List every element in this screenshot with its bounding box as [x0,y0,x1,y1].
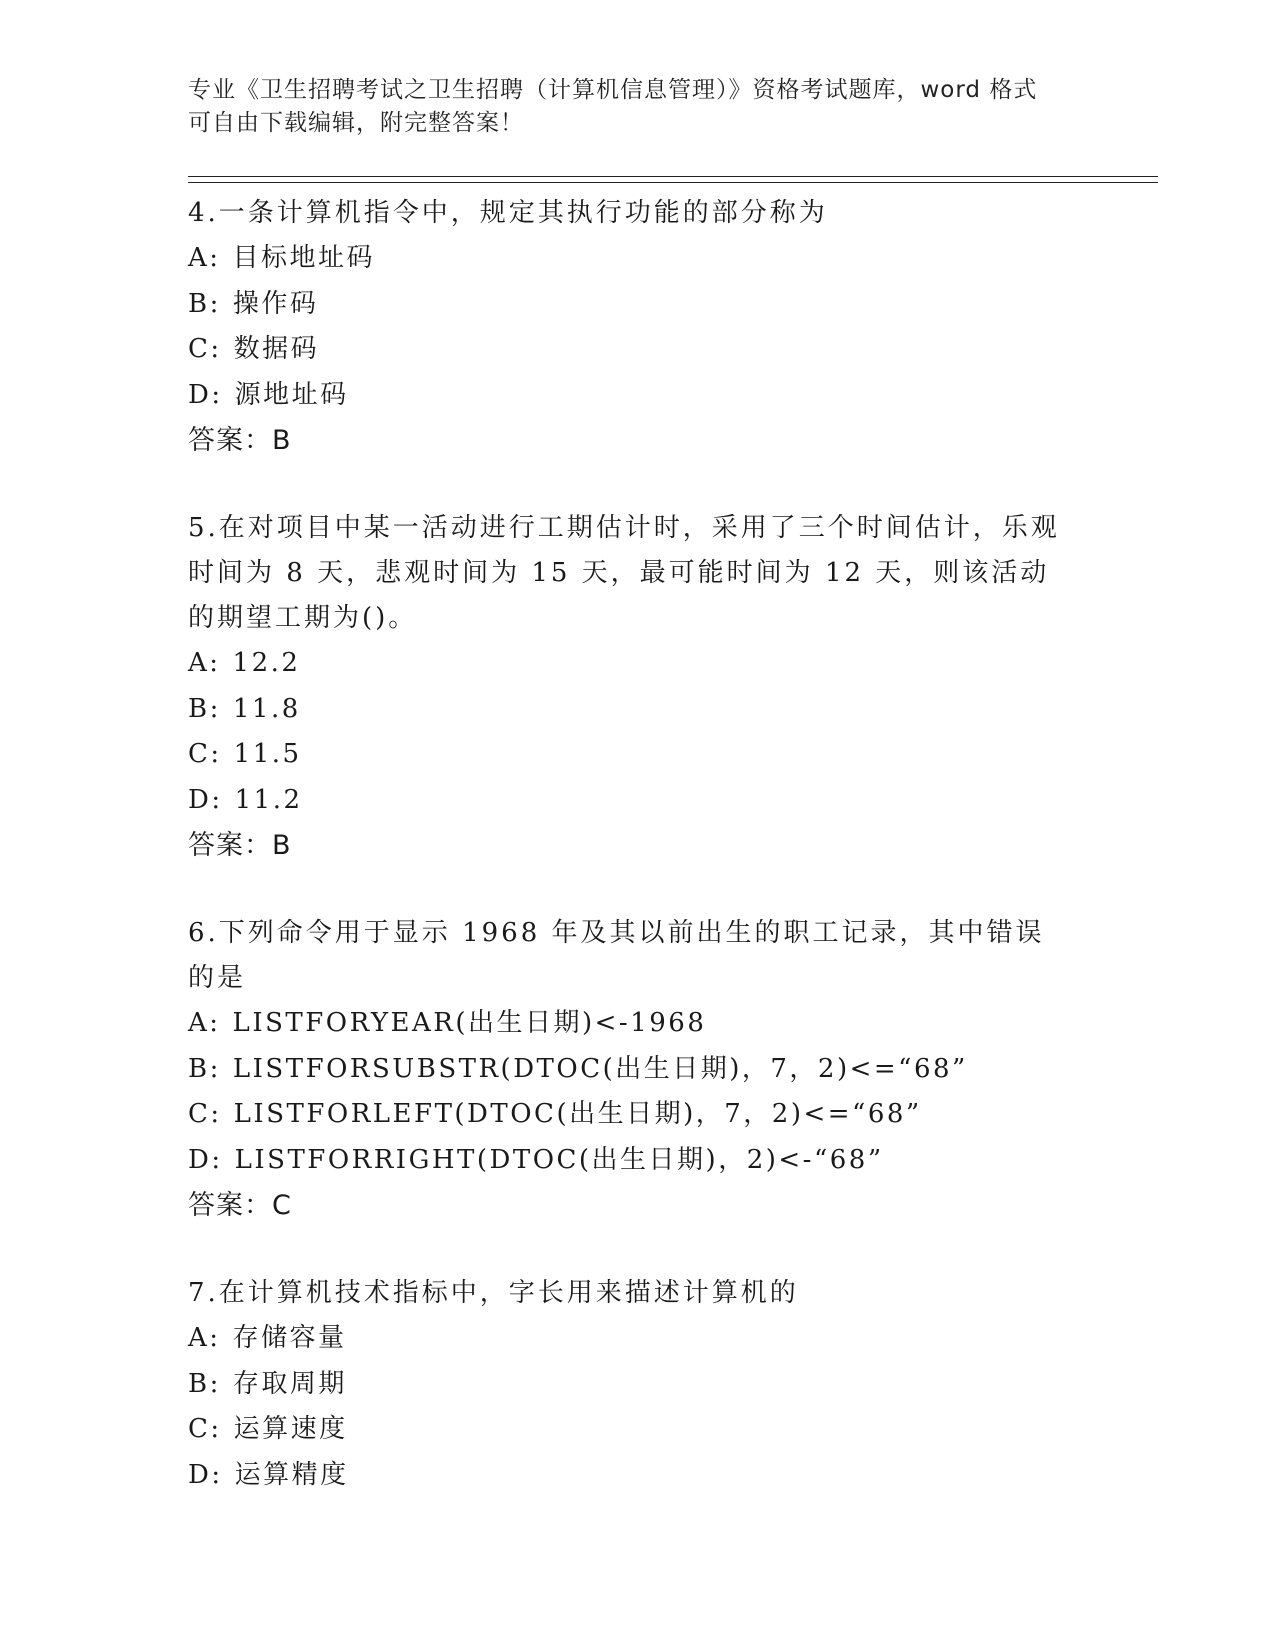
option-d [188,373,1088,419]
option-b [188,1047,1088,1093]
option-text: 操作码 [232,288,319,319]
option-key: D: [188,784,223,815]
option-text: LISTFORYEAR(出生日期)<-1968 [232,1008,707,1038]
option-key: A: [188,243,221,273]
option-text: 11.5 [233,739,302,769]
header-line-2: 可自由下载编辑，附完整答案！ [188,110,524,136]
option-key: D: [188,1144,223,1175]
question-text: 5.在对项目中某一活动进行工期估计时，采用了三个时间估计，乐观时间为 8 天，悲观时间为 15 天，最可能时间为 12 天，则该活动的期望工期为()。 [188,513,1060,633]
option-text: LISTFORRIGHT(DTOC(出生日期)，2)<-“68” [234,1144,884,1175]
option-key: C: [188,334,222,364]
option-text: 存取周期 [232,1368,347,1399]
option-b [188,1362,1088,1408]
option-text: 运算精度 [234,1459,349,1490]
option-key: B: [188,1368,221,1399]
option-key: A: [188,1323,221,1353]
option-text: 目标地址码 [232,243,376,273]
option-d [188,1453,1088,1499]
answer-label: 答案：B [188,830,292,861]
question-list [188,191,1088,1540]
option-a [188,1316,1088,1362]
option-c [188,1407,1088,1453]
option-key: C: [188,1414,222,1444]
option-a [188,641,1088,687]
option-text: 存储容量 [232,1323,347,1353]
option-a [188,1001,1088,1047]
option-text: 源地址码 [234,379,349,410]
option-text: 运算速度 [233,1414,348,1444]
header-line-1: 专业《卫生招聘考试之卫生招聘（计算机信息管理）》资格考试题库，word 格式 [188,77,1038,103]
header-divider-bottom [188,182,1158,183]
option-b [188,282,1088,328]
option-key: B: [188,288,221,319]
option-a [188,236,1088,282]
option-d [188,778,1088,824]
document-header [188,74,1088,140]
question-6 [188,911,1088,1229]
option-text: 11.2 [234,784,303,815]
option-key: C: [188,1099,222,1129]
option-text: 12.2 [232,648,301,678]
option-c [188,732,1088,778]
question-text: 7.在计算机技术指标中，字长用来描述计算机的 [188,1278,799,1308]
option-key: A: [188,648,221,678]
option-key: D: [188,1459,223,1490]
option-text: LISTFORSUBSTR(DTOC(出生日期)，7，2)<=“68” [232,1053,968,1084]
option-text: 数据码 [233,334,320,364]
answer-label: 答案：B [188,425,292,456]
question-text: 6.下列命令用于显示 1968 年及其以前出生的职工记录，其中错误的是 [188,918,1045,993]
header-divider-top [188,176,1158,177]
option-d [188,1138,1088,1184]
option-text: LISTFORLEFT(DTOC(出生日期)，7，2)<=“68” [233,1099,922,1129]
question-7 [188,1271,1088,1498]
option-b [188,687,1088,733]
option-key: B: [188,693,221,724]
option-key: B: [188,1053,221,1084]
answer-label: 答案：C [188,1190,292,1221]
question-text: 4.一条计算机指令中，规定其执行功能的部分称为 [188,198,828,228]
option-c [188,327,1088,373]
option-key: A: [188,1008,221,1038]
option-key: D: [188,379,223,410]
option-text: 11.8 [232,693,301,724]
option-key: C: [188,739,222,769]
question-4 [188,191,1088,464]
option-c [188,1092,1088,1138]
question-5 [188,506,1088,869]
